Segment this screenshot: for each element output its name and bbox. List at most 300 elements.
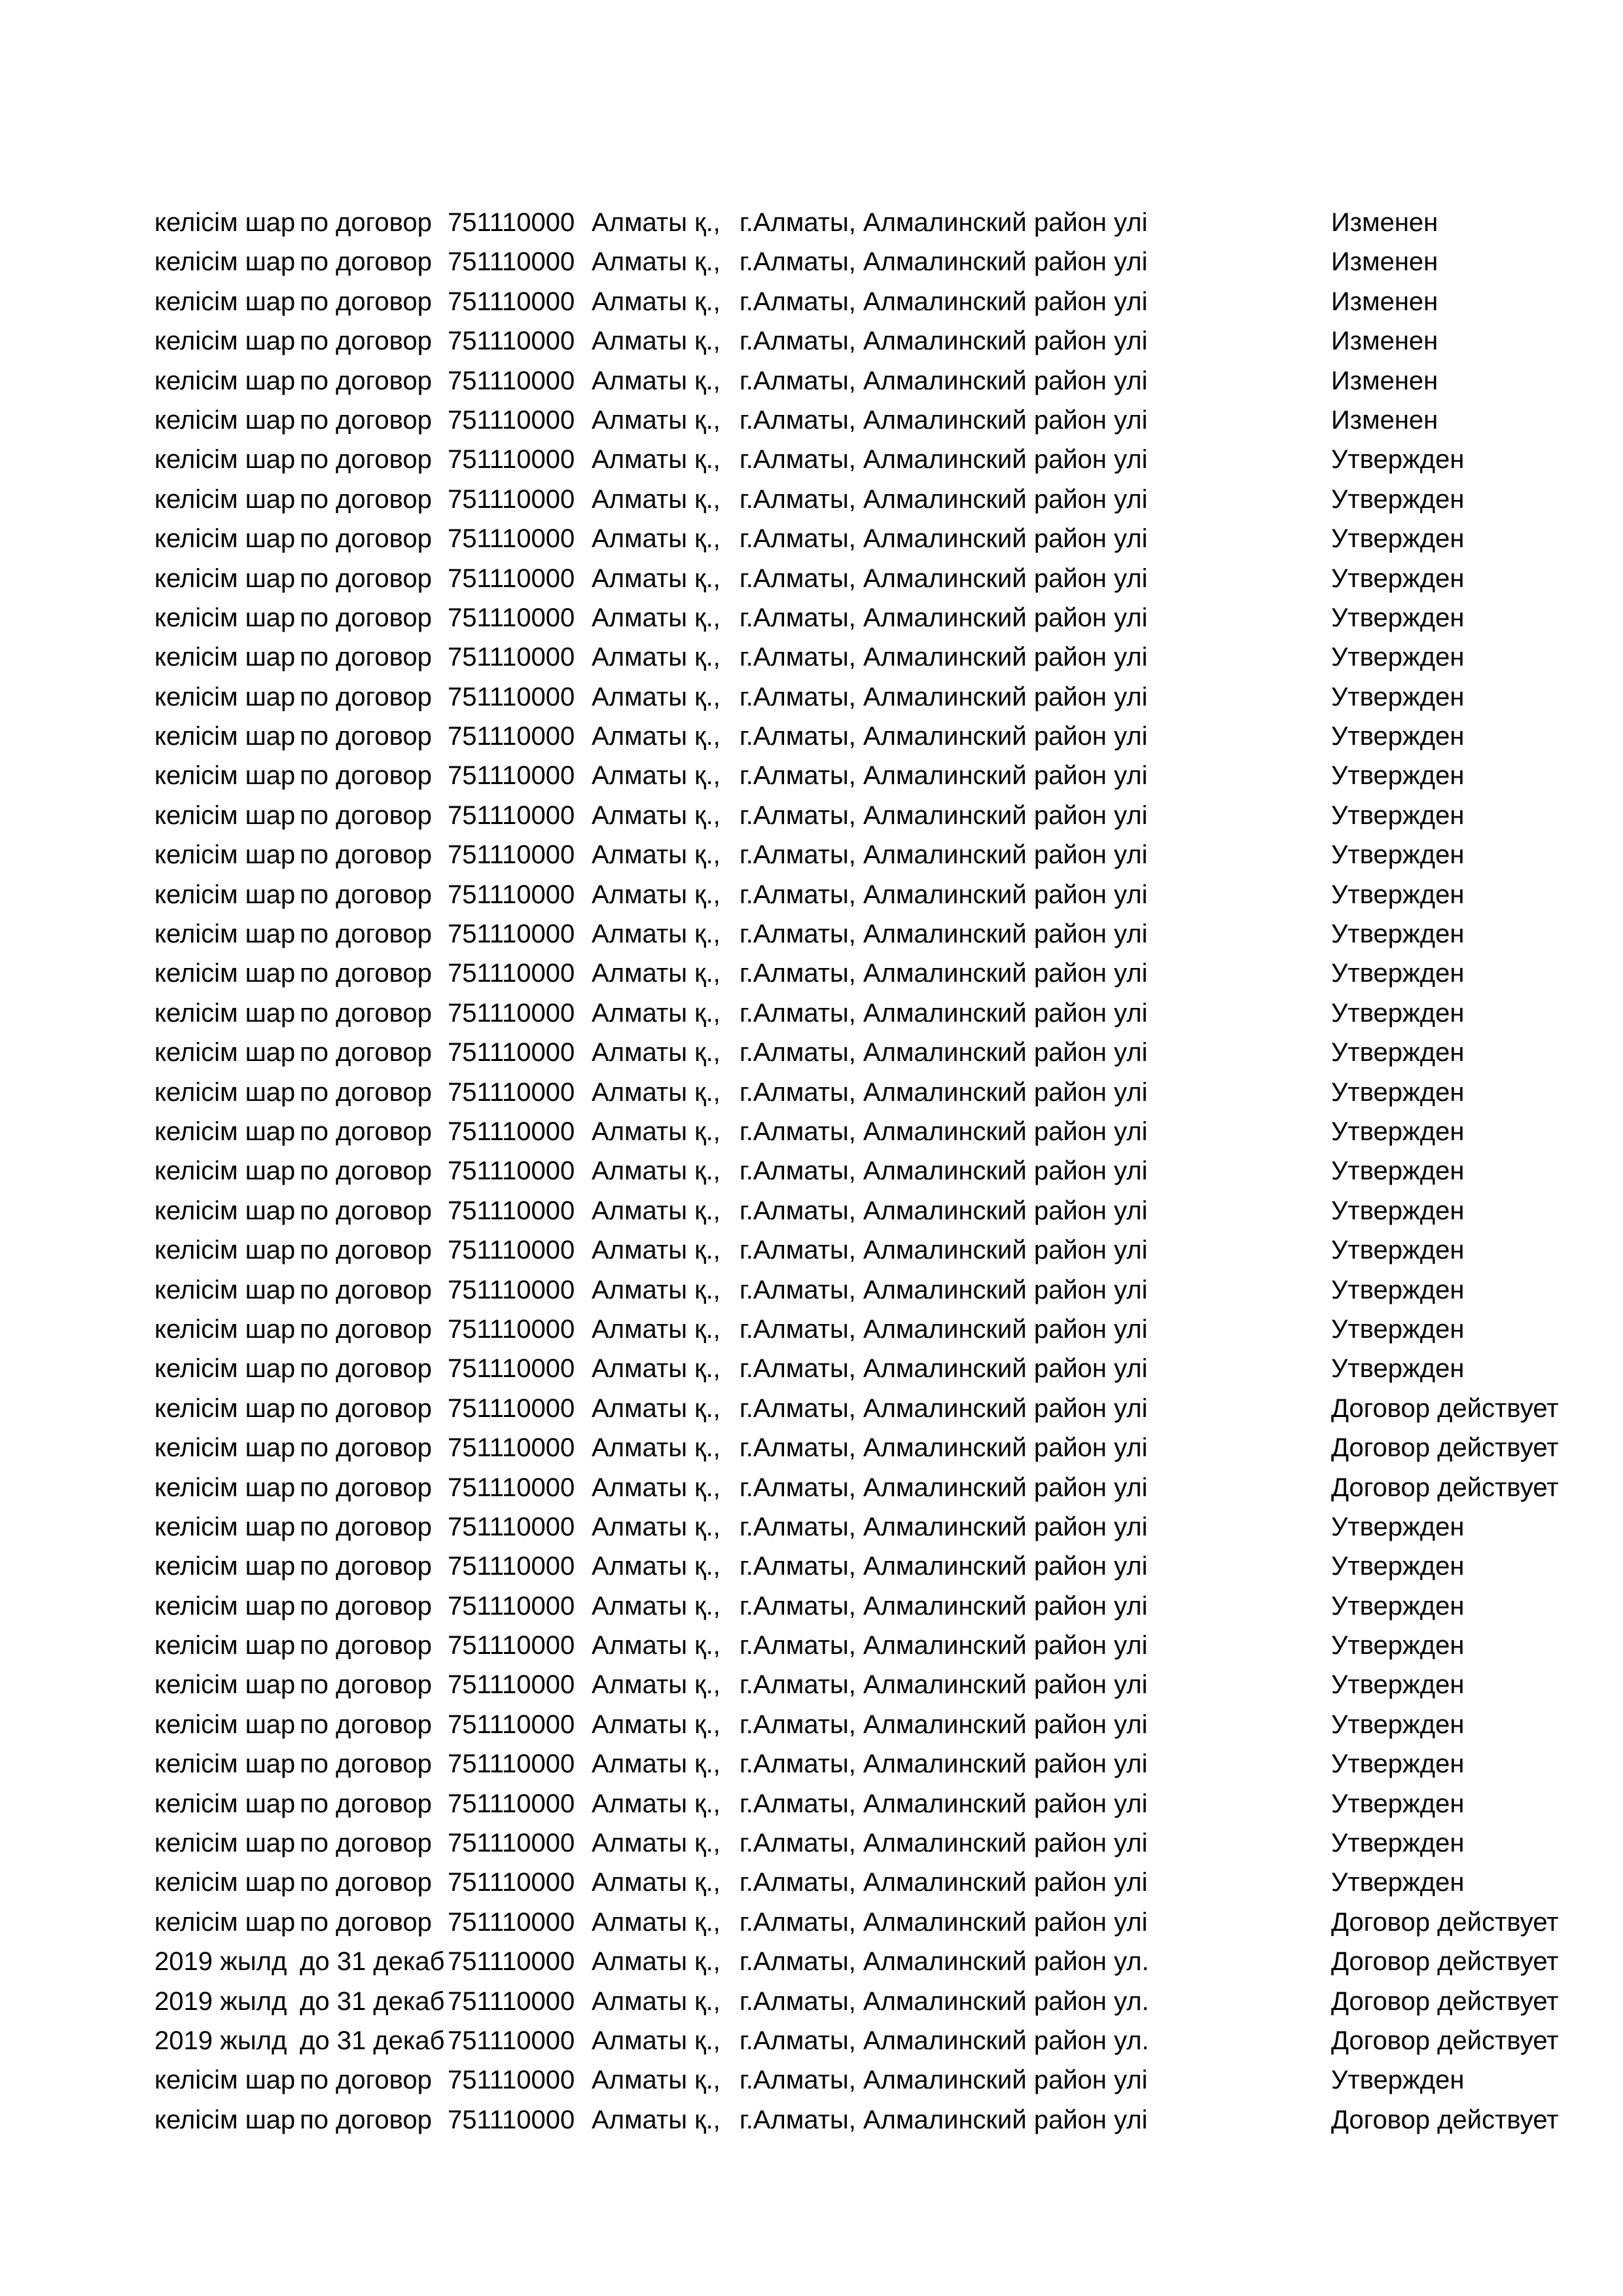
col-address: г.Алматы, Алмалинский район улі (740, 247, 1148, 277)
table-row (154, 1428, 1559, 1467)
col-contract-ru: по договор (300, 1236, 432, 1265)
table-row (154, 1903, 1559, 1942)
table-row (154, 1626, 1529, 1665)
col-contract-ru: по договор (300, 880, 432, 909)
col-contract-ru: по договор (300, 327, 432, 356)
col-status: Изменен (1331, 366, 1438, 395)
col-address: г.Алматы, Алмалинский район улі (740, 1433, 1148, 1463)
col-code: 751110000 (448, 564, 575, 593)
col-city: Алматы қ., (592, 327, 721, 356)
col-contract-ru: по договор (300, 564, 432, 593)
col-contract-ru: по договор (300, 1433, 432, 1463)
col-address: г.Алматы, Алмалинский район улі (740, 1868, 1148, 1897)
col-contract-ru: по договор (300, 208, 432, 237)
col-address: г.Алматы, Алмалинский район улі (740, 1631, 1148, 1660)
col-status: Договор действует (1331, 1473, 1559, 1502)
col-contract-ru: по договор (300, 722, 432, 751)
col-address: г.Алматы, Алмалинский район улі (740, 1077, 1148, 1107)
col-code: 751110000 (448, 1670, 575, 1700)
col-address: г.Алматы, Алмалинский район улі (740, 327, 1148, 356)
table-row (154, 1942, 1559, 1981)
col-contract-ru: по договор (300, 2066, 432, 2095)
table-row (154, 1705, 1529, 1744)
table-row (154, 756, 1529, 795)
col-address: г.Алматы, Алмалинский район улі (740, 1552, 1148, 1581)
col-address: г.Алматы, Алмалинский район улі (740, 1117, 1148, 1146)
col-contract-kz: келісім шар (154, 1038, 296, 1067)
col-status: Договор действует (1331, 1907, 1559, 1937)
col-contract-ru: по договор (300, 1157, 432, 1186)
table-row (154, 1665, 1529, 1704)
col-contract-ru: по договор (300, 1631, 432, 1660)
col-address: г.Алматы, Алмалинский район улі (740, 1473, 1148, 1502)
col-status: Утвержден (1331, 920, 1465, 949)
col-status: Утвержден (1331, 722, 1465, 751)
col-code: 751110000 (448, 1275, 575, 1304)
col-contract-ru: по договор (300, 682, 432, 711)
col-contract-kz: келісім шар (154, 1196, 296, 1225)
col-status: Утвержден (1331, 1789, 1465, 1818)
col-status: Утвержден (1331, 1275, 1465, 1304)
col-status: Утвержден (1331, 800, 1465, 830)
col-code: 751110000 (448, 1433, 575, 1463)
table-row (154, 1151, 1529, 1191)
col-city: Алматы қ., (592, 840, 721, 870)
col-code: 751110000 (448, 1947, 575, 1977)
col-contract-ru: по договор (300, 800, 432, 830)
col-contract-ru: по договор (300, 643, 432, 672)
col-address: г.Алматы, Алмалинский район улі (740, 920, 1148, 949)
col-status: Утвержден (1331, 1829, 1465, 1858)
col-city: Алматы қ., (592, 1236, 721, 1265)
col-address: г.Алматы, Алмалинский район улі (740, 959, 1148, 988)
col-code: 751110000 (448, 800, 575, 830)
col-code: 751110000 (448, 445, 575, 475)
col-address: г.Алматы, Алмалинский район улі (740, 1512, 1148, 1541)
col-city: Алматы қ., (592, 1077, 721, 1107)
col-contract-kz: келісім шар (154, 1789, 296, 1818)
col-status: Утвержден (1331, 1710, 1465, 1739)
table-row (154, 242, 1529, 281)
col-code: 751110000 (448, 1117, 575, 1146)
col-contract-kz: келісім шар (154, 1512, 296, 1541)
col-code: 751110000 (448, 840, 575, 870)
col-code: 751110000 (448, 1710, 575, 1739)
col-contract-ru: по договор (300, 1314, 432, 1344)
col-contract-kz: келісім шар (154, 1117, 296, 1146)
table-row (154, 519, 1529, 558)
col-city: Алматы қ., (592, 366, 721, 395)
table-row (154, 1191, 1529, 1230)
col-contract-kz: келісім шар (154, 1433, 296, 1463)
col-city: Алматы қ., (592, 1433, 721, 1463)
table-row (154, 1310, 1529, 1349)
col-address: г.Алматы, Алмалинский район улі (740, 998, 1148, 1028)
col-address: г.Алматы, Алмалинский район улі (740, 564, 1148, 593)
col-contract-kz: келісім шар (154, 1314, 296, 1344)
col-address: г.Алматы, Алмалинский район улі (740, 800, 1148, 830)
col-status: Утвержден (1331, 761, 1465, 791)
col-status: Утвержден (1331, 524, 1465, 554)
col-status: Изменен (1331, 247, 1438, 277)
col-address: г.Алматы, Алмалинский район улі (740, 722, 1148, 751)
col-city: Алматы қ., (592, 445, 721, 475)
col-contract-ru: по договор (300, 998, 432, 1028)
table-row (154, 559, 1529, 598)
col-status: Утвержден (1331, 1868, 1465, 1897)
col-contract-kz: келісім шар (154, 722, 296, 751)
col-status: Изменен (1331, 208, 1438, 237)
col-code: 751110000 (448, 1077, 575, 1107)
col-address: г.Алматы, Алмалинский район улі (740, 1710, 1148, 1739)
col-contract-ru: по договор (300, 1749, 432, 1779)
col-contract-ru: по договор (300, 1196, 432, 1225)
col-status: Утвержден (1331, 1077, 1465, 1107)
col-city: Алматы қ., (592, 1789, 721, 1818)
col-address: г.Алматы, Алмалинский район улі (740, 1354, 1148, 1384)
col-code: 751110000 (448, 327, 575, 356)
col-contract-kz: келісім шар (154, 1670, 296, 1700)
col-status: Договор действует (1331, 1433, 1559, 1463)
col-contract-kz: келісім шар (154, 327, 296, 356)
col-contract-ru: по договор (300, 287, 432, 316)
col-status: Утвержден (1331, 1196, 1465, 1225)
col-contract-kz: келісім шар (154, 998, 296, 1028)
col-city: Алматы қ., (592, 920, 721, 949)
table-row (154, 321, 1529, 361)
col-contract-ru: до 31 декаб (300, 1947, 445, 1977)
col-contract-kz: келісім шар (154, 1077, 296, 1107)
table-row (154, 1744, 1529, 1784)
col-city: Алматы қ., (592, 1749, 721, 1779)
table-row (154, 796, 1529, 835)
col-code: 751110000 (448, 603, 575, 632)
table-row (154, 875, 1529, 914)
col-contract-ru: по договор (300, 1512, 432, 1541)
col-address: г.Алматы, Алмалинский район улі (740, 405, 1148, 435)
col-contract-kz: келісім шар (154, 1552, 296, 1581)
col-status: Утвержден (1331, 1749, 1465, 1779)
table-row (154, 994, 1529, 1033)
table-row (154, 2100, 1559, 2140)
col-code: 751110000 (448, 880, 575, 909)
col-city: Алматы қ., (592, 643, 721, 672)
col-code: 751110000 (448, 484, 575, 514)
col-status: Договор действует (1331, 2105, 1559, 2134)
table-row (154, 1112, 1529, 1151)
col-city: Алматы қ., (592, 484, 721, 514)
col-city: Алматы қ., (592, 405, 721, 435)
col-contract-ru: по договор (300, 761, 432, 791)
col-contract-ru: по договор (300, 445, 432, 475)
col-status: Утвержден (1331, 1038, 1465, 1067)
col-address: г.Алматы, Алмалинский район улі (740, 484, 1148, 514)
col-address: г.Алматы, Алмалинский район улі (740, 366, 1148, 395)
col-city: Алматы қ., (592, 722, 721, 751)
col-address: г.Алматы, Алмалинский район улі (740, 840, 1148, 870)
col-code: 751110000 (448, 1354, 575, 1384)
col-status: Договор действует (1331, 1393, 1559, 1423)
col-city: Алматы қ., (592, 1907, 721, 1937)
col-address: г.Алматы, Алмалинский район улі (740, 761, 1148, 791)
col-contract-kz: келісім шар (154, 564, 296, 593)
col-code: 751110000 (448, 920, 575, 949)
col-city: Алматы қ., (592, 998, 721, 1028)
col-status: Договор действует (1331, 1947, 1559, 1977)
col-contract-ru: до 31 декаб (300, 1986, 445, 2016)
col-contract-kz: келісім шар (154, 880, 296, 909)
col-status: Утвержден (1331, 1670, 1465, 1700)
col-code: 751110000 (448, 1986, 575, 2016)
col-code: 751110000 (448, 405, 575, 435)
col-code: 751110000 (448, 761, 575, 791)
col-city: Алматы қ., (592, 564, 721, 593)
table-row (154, 1784, 1529, 1823)
col-address: г.Алматы, Алмалинский район улі (740, 1157, 1148, 1186)
col-city: Алматы қ., (592, 1275, 721, 1304)
table-row (154, 677, 1529, 717)
col-status: Утвержден (1331, 1314, 1465, 1344)
col-code: 751110000 (448, 2105, 575, 2134)
col-status: Утвержден (1331, 1591, 1465, 1621)
col-contract-kz: келісім шар (154, 800, 296, 830)
col-contract-kz: келісім шар (154, 1868, 296, 1897)
col-city: Алматы қ., (592, 1591, 721, 1621)
col-city: Алматы қ., (592, 880, 721, 909)
col-city: Алматы қ., (592, 1196, 721, 1225)
col-address: г.Алматы, Алмалинский район улі (740, 524, 1148, 554)
table-row (154, 914, 1529, 954)
col-status: Утвержден (1331, 643, 1465, 672)
col-status: Утвержден (1331, 840, 1465, 870)
col-city: Алматы қ., (592, 1354, 721, 1384)
col-city: Алматы қ., (592, 1314, 721, 1344)
col-contract-ru: по договор (300, 1473, 432, 1502)
col-code: 751110000 (448, 1196, 575, 1225)
col-code: 751110000 (448, 287, 575, 316)
table-row (154, 598, 1529, 637)
col-contract-kz: келісім шар (154, 1157, 296, 1186)
col-contract-ru: по договор (300, 1829, 432, 1858)
col-contract-kz: келісім шар (154, 1354, 296, 1384)
col-contract-kz: келісім шар (154, 1749, 296, 1779)
col-contract-kz: келісім шар (154, 405, 296, 435)
col-contract-ru: по договор (300, 920, 432, 949)
table-row (154, 1349, 1529, 1388)
col-contract-kz: келісім шар (154, 484, 296, 514)
col-address: г.Алматы, Алмалинский район улі (740, 1393, 1148, 1423)
col-contract-ru: по договор (300, 959, 432, 988)
col-contract-kz: келісім шар (154, 643, 296, 672)
col-contract-kz: келісім шар (154, 2105, 296, 2134)
col-status: Утвержден (1331, 1512, 1465, 1541)
col-city: Алматы қ., (592, 2105, 721, 2134)
col-address: г.Алматы, Алмалинский район улі (740, 208, 1148, 237)
col-address: г.Алматы, Алмалинский район улі (740, 643, 1148, 672)
col-address: г.Алматы, Алмалинский район улі (740, 1275, 1148, 1304)
col-contract-ru: по договор (300, 524, 432, 554)
col-code: 751110000 (448, 1631, 575, 1660)
table-row (154, 1863, 1529, 1902)
col-status: Утвержден (1331, 603, 1465, 632)
col-code: 751110000 (448, 2026, 575, 2055)
col-address: г.Алматы, Алмалинский район улі (740, 1670, 1148, 1700)
col-city: Алматы қ., (592, 1868, 721, 1897)
col-status: Утвержден (1331, 1157, 1465, 1186)
col-status: Утвержден (1331, 1117, 1465, 1146)
col-address: г.Алматы, Алмалинский район улі (740, 1314, 1148, 1344)
col-contract-kz: келісім шар (154, 1907, 296, 1937)
col-city: Алматы қ., (592, 1829, 721, 1858)
col-status: Договор действует (1331, 2026, 1559, 2055)
table-row (154, 637, 1529, 677)
col-address: г.Алматы, Алмалинский район улі (740, 1749, 1148, 1779)
col-code: 751110000 (448, 998, 575, 1028)
col-code: 751110000 (448, 643, 575, 672)
col-status: Утвержден (1331, 959, 1465, 988)
table-row (154, 480, 1529, 519)
col-contract-ru: по договор (300, 1275, 432, 1304)
col-status: Утвержден (1331, 445, 1465, 475)
col-contract-kz: келісім шар (154, 1473, 296, 1502)
col-city: Алматы қ., (592, 1670, 721, 1700)
col-contract-kz: келісім шар (154, 2066, 296, 2095)
col-status: Утвержден (1331, 1552, 1465, 1581)
table-row (154, 835, 1529, 874)
col-address: г.Алматы, Алмалинский район улі (740, 1907, 1148, 1937)
col-contract-ru: по договор (300, 1038, 432, 1067)
col-address: г.Алматы, Алмалинский район улі (740, 1829, 1148, 1858)
col-code: 751110000 (448, 1393, 575, 1423)
col-city: Алматы қ., (592, 208, 721, 237)
col-code: 751110000 (448, 1749, 575, 1779)
col-code: 751110000 (448, 208, 575, 237)
col-status: Утвержден (1331, 998, 1465, 1028)
col-status: Утвержден (1331, 682, 1465, 711)
col-contract-kz: келісім шар (154, 1710, 296, 1739)
col-code: 751110000 (448, 524, 575, 554)
table-row (154, 1389, 1559, 1428)
col-address: г.Алматы, Алмалинский район улі (740, 1196, 1148, 1225)
col-code: 751110000 (448, 1512, 575, 1541)
col-status: Утвержден (1331, 1631, 1465, 1660)
col-code: 751110000 (448, 1789, 575, 1818)
table-row (154, 2060, 1529, 2100)
col-contract-ru: по договор (300, 2105, 432, 2134)
col-code: 751110000 (448, 959, 575, 988)
col-address: г.Алматы, Алмалинский район улі (740, 1038, 1148, 1067)
col-status: Утвержден (1331, 1354, 1465, 1384)
table-row (154, 361, 1529, 401)
col-contract-ru: по договор (300, 484, 432, 514)
col-status: Утвержден (1331, 484, 1465, 514)
col-address: г.Алматы, Алмалинский район улі (740, 1236, 1148, 1265)
col-contract-kz: келісім шар (154, 524, 296, 554)
col-code: 751110000 (448, 2066, 575, 2095)
col-contract-kz: келісім шар (154, 1275, 296, 1304)
col-contract-ru: по договор (300, 840, 432, 870)
col-contract-ru: по договор (300, 1789, 432, 1818)
col-contract-ru: по договор (300, 1710, 432, 1739)
table-row (154, 1507, 1529, 1547)
col-address: г.Алматы, Алмалинский район улі (740, 2105, 1148, 2134)
col-contract-kz: келісім шар (154, 1236, 296, 1265)
col-address: г.Алматы, Алмалинский район улі (740, 2066, 1148, 2095)
col-contract-kz: 2019 жылд (154, 2026, 287, 2055)
col-code: 751110000 (448, 1868, 575, 1897)
col-contract-ru: по договор (300, 405, 432, 435)
col-address: г.Алматы, Алмалинский район улі (740, 880, 1148, 909)
col-address: г.Алматы, Алмалинский район улі (740, 445, 1148, 475)
table-row (154, 203, 1529, 242)
col-city: Алматы қ., (592, 2066, 721, 2095)
col-contract-kz: келісім шар (154, 1591, 296, 1621)
col-contract-ru: по договор (300, 1591, 432, 1621)
col-address: г.Алматы, Алмалинский район улі (740, 1591, 1148, 1621)
col-code: 751110000 (448, 1314, 575, 1344)
table-row (154, 1230, 1529, 1270)
col-city: Алматы қ., (592, 1986, 721, 2016)
col-code: 751110000 (448, 1157, 575, 1186)
col-city: Алматы қ., (592, 1710, 721, 1739)
col-city: Алматы қ., (592, 1631, 721, 1660)
col-contract-ru: по договор (300, 1670, 432, 1700)
table-row (154, 1823, 1529, 1863)
data-rows (154, 203, 1559, 2140)
col-address: г.Алматы, Алмалинский район ул. (740, 1986, 1149, 2016)
col-city: Алматы қ., (592, 603, 721, 632)
col-address: г.Алматы, Алмалинский район улі (740, 682, 1148, 711)
col-status: Изменен (1331, 287, 1438, 316)
col-contract-kz: келісім шар (154, 247, 296, 277)
table-row (154, 1270, 1529, 1310)
col-status: Договор действует (1331, 1986, 1559, 2016)
col-code: 751110000 (448, 1907, 575, 1937)
col-contract-ru: по договор (300, 1393, 432, 1423)
table-row (154, 401, 1529, 440)
table-row (154, 1033, 1529, 1072)
col-city: Алматы қ., (592, 2026, 721, 2055)
col-city: Алматы қ., (592, 1512, 721, 1541)
col-city: Алматы қ., (592, 682, 721, 711)
col-city: Алматы қ., (592, 524, 721, 554)
table-row (154, 1547, 1529, 1586)
col-contract-ru: по договор (300, 603, 432, 632)
col-contract-ru: по договор (300, 247, 432, 277)
col-code: 751110000 (448, 247, 575, 277)
col-code: 751110000 (448, 1829, 575, 1858)
col-city: Алматы қ., (592, 1393, 721, 1423)
col-address: г.Алматы, Алмалинский район ул. (740, 2026, 1149, 2055)
col-contract-kz: 2019 жылд (154, 1986, 287, 2016)
col-city: Алматы қ., (592, 247, 721, 277)
table-row (154, 954, 1529, 993)
col-contract-kz: келісім шар (154, 208, 296, 237)
col-contract-ru: по договор (300, 1907, 432, 1937)
col-code: 751110000 (448, 1473, 575, 1502)
col-city: Алматы қ., (592, 287, 721, 316)
col-city: Алматы қ., (592, 1157, 721, 1186)
col-status: Утвержден (1331, 880, 1465, 909)
col-city: Алматы қ., (592, 761, 721, 791)
table-row (154, 717, 1529, 756)
col-status: Утвержден (1331, 2066, 1465, 2095)
col-address: г.Алматы, Алмалинский район улі (740, 287, 1148, 316)
col-city: Алматы қ., (592, 800, 721, 830)
col-code: 751110000 (448, 682, 575, 711)
col-address: г.Алматы, Алмалинский район улі (740, 1789, 1148, 1818)
table-row (154, 1982, 1559, 2021)
